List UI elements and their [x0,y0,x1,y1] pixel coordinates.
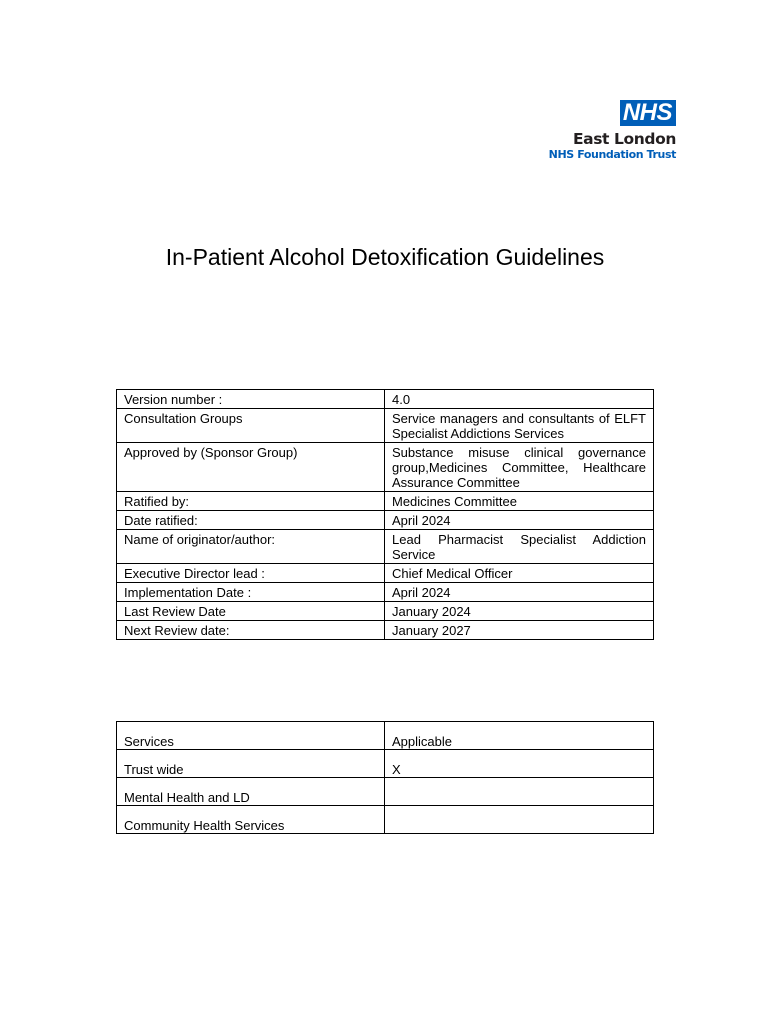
row-value: April 2024 [385,511,654,530]
trust-name: East London [572,130,676,148]
row-label: Version number : [117,390,385,409]
table-header-row [117,722,654,750]
document-title: In-Patient Alcohol Detoxification Guidelines [165,244,605,270]
row-value: Service managers and consultants of ELFT Specialist Addictions Services [385,409,654,443]
service-label: Mental Health and LD [117,778,385,806]
row-value: Medicines Committee [385,492,654,511]
row-value: Substance misuse clinical governance group,Medicines Committee, Healthcare Assurance Committee [385,443,654,492]
row-label: Executive Director lead : [117,564,385,583]
service-applicable [385,806,654,834]
row-value: April 2024 [385,583,654,602]
row-label: Implementation Date : [117,583,385,602]
table-row [117,409,654,443]
row-value: January 2027 [385,621,654,640]
nhs-badge: NHS [620,100,676,126]
service-label: Community Health Services [117,806,385,834]
table-row [117,621,654,640]
table-row [117,530,654,564]
row-value: Lead Pharmacist Specialist Addiction Service [385,530,654,564]
row-value: Chief Medical Officer [385,564,654,583]
table-row [117,806,654,834]
table-row [117,602,654,621]
row-value: January 2024 [385,602,654,621]
service-applicable: X [385,750,654,778]
row-label: Date ratified: [117,511,385,530]
table-row [117,443,654,492]
row-label: Ratified by: [117,492,385,511]
row-label: Approved by (Sponsor Group) [117,443,385,492]
nhs-logo [549,100,676,162]
services-table [116,721,654,834]
table-row [117,778,654,806]
table-row [117,750,654,778]
table-row [117,583,654,602]
row-label: Last Review Date [117,602,385,621]
service-applicable [385,778,654,806]
table-row [117,511,654,530]
table-row [117,492,654,511]
services-header: Services [117,722,385,750]
table-row [117,564,654,583]
trust-subtitle: NHS Foundation Trust [548,148,676,161]
table-row [117,390,654,409]
applicable-header: Applicable [385,722,654,750]
service-label: Trust wide [117,750,385,778]
document-info-table [116,389,654,640]
row-label: Name of originator/author: [117,530,385,564]
row-value: 4.0 [385,390,654,409]
row-label: Consultation Groups [117,409,385,443]
row-label: Next Review date: [117,621,385,640]
